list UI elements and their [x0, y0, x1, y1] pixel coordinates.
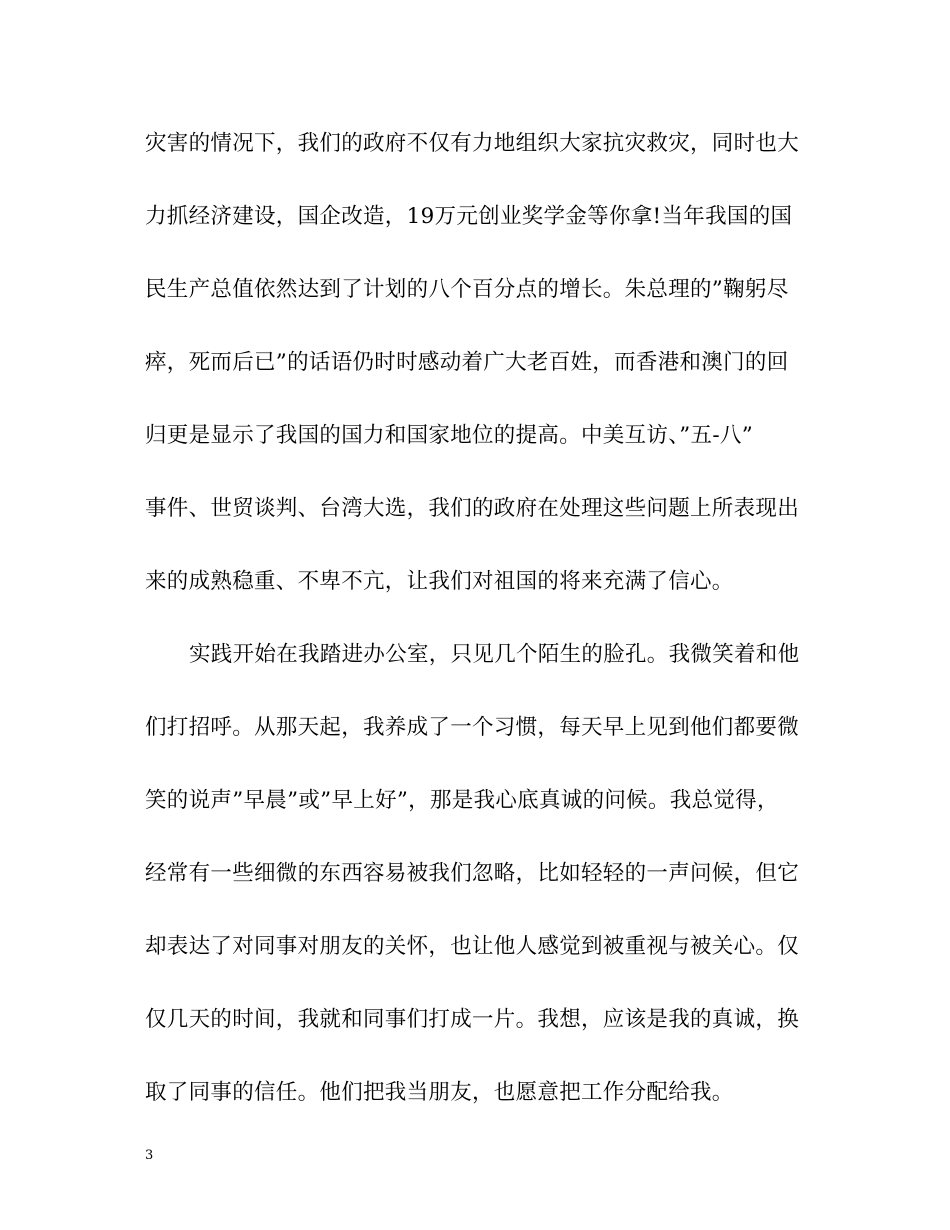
text-line: 事件、世贸谈判、台湾大选，我们的政府在处理这些问题上所表现出 [145, 496, 800, 521]
text-line: 民生产总值依然达到了计划的八个百分点的增长。朱总理的”鞠躬尽 [145, 277, 789, 302]
text-line: 仅几天的时间，我就和同事们打成一片。我想，应该是我的真诚，换 [145, 1007, 800, 1032]
paragraph-first-line: 实践开始在我踏进办公室，只见几个陌生的脸孔。我微笑着和他 [189, 642, 800, 667]
text-line: 取了同事的信任。他们把我当朋友，也愿意把工作分配给我。 [145, 1080, 734, 1105]
page-number: 3 [145, 1148, 154, 1163]
body-text [145, 118, 805, 1140]
text-line: 们打招呼。从那天起，我养成了一个习惯，每天早上见到他们都要微 [145, 715, 800, 740]
text-line: 瘁，死而后已”的话语仍时时感动着广大老百姓，而香港和澳门的回 [145, 350, 789, 375]
text-line: 灾害的情况下，我们的政府不仅有力地组织大家抗灾救灾，同时也大 [145, 131, 800, 156]
text-line: 却表达了对同事对朋友的关怀，也让他人感觉到被重视与被关心。仅 [145, 934, 800, 959]
text-line: 力抓经济建设，国企改造，19万元创业奖学金等你拿!当年我国的国 [145, 204, 793, 229]
text-line: 笑的说声”早晨”或”早上好”，那是我心底真诚的问候。我总觉得， [145, 788, 779, 813]
text-line: 归更是显示了我国的国力和国家地位的提高。中美互访、”五-八” [145, 423, 754, 448]
text-line: 经常有一些细微的东西容易被我们忽略，比如轻轻的一声问候，但它 [145, 861, 800, 886]
text-line: 来的成熟稳重、不卑不亢，让我们对祖国的将来充满了信心。 [145, 569, 734, 594]
